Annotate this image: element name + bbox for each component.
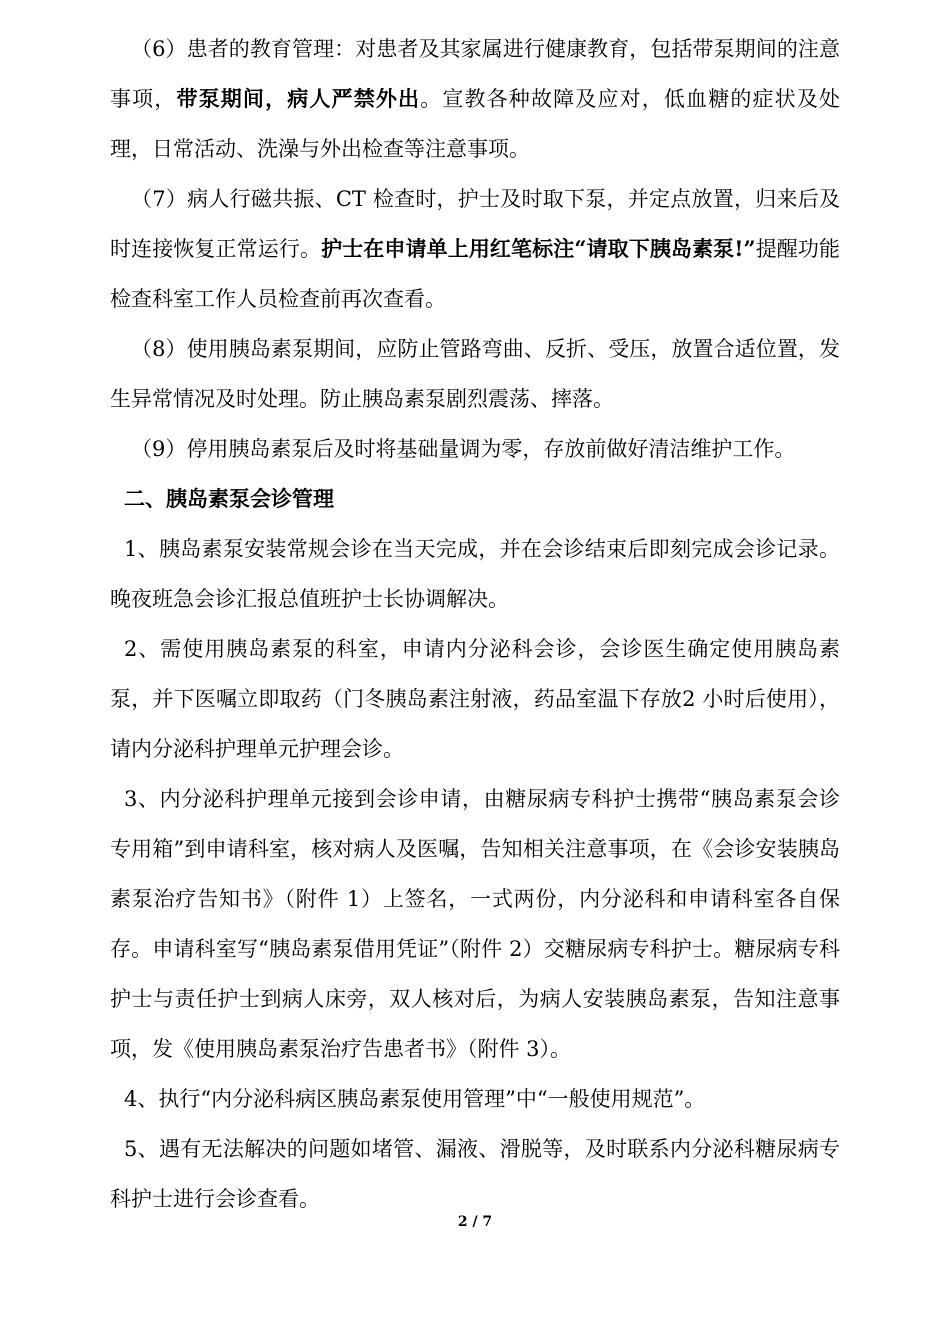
paragraph-text: 。宣教各种故障及应对，低血糖的症状及处理，日常活动、洗澡与外出检查等注意事项。: [110, 87, 840, 161]
paragraph-6: [110, 24, 840, 174]
list-item: 5、遇有无法解决的问题如堵管、漏液、滑脱等，及时联系内分泌科糖尿病专科护士进行会诊查看。: [110, 1137, 840, 1211]
paragraph-text: （6）患者的教育管理：对患者及其家属进行健康教育，包括带泵期间的注意事项，: [110, 37, 840, 111]
paragraph-8: （8）使用胰岛素泵期间，应防止管路弯曲、反折、受压，放置合适位置，发生异常情况及时处理。防止胰岛素泵剧烈震荡、摔落。: [110, 337, 840, 411]
list-item: 1、胰岛素泵安装常规会诊在当天完成，并在会诊结束后即刻完成会诊记录。晚夜班急会诊汇报总值班护士长协调解决。: [110, 537, 840, 611]
section-heading: 二、胰岛素泵会诊管理: [124, 486, 334, 511]
paragraph-9: （9）停用胰岛素泵后及时将基础量调为零，存放前做好清洁维护工作。: [131, 437, 796, 461]
list-item: 2、需使用胰岛素泵的科室，申请内分泌科会诊，会诊医生确定使用胰岛素泵，并下医嘱立即取药（门冬胰岛素注射液，药品室温下存放2 小时后使用），请内分泌科护理单元护理会诊。: [110, 637, 840, 761]
bold-emphasis: 带泵期间，病人严禁外出: [176, 86, 421, 111]
bold-emphasis: 护士在申请单上用红笔标注“请取下胰岛素泵!”: [321, 236, 756, 261]
paragraph-text: （7）病人行磁共振、CT 检查时，护士及时取下泵，并定点放置，归来后及时连接恢复正常运行。: [110, 187, 840, 261]
list-item: 3、内分泌科护理单元接到会诊申请，由糖尿病专科护士携带“胰岛素泵会诊专用箱”到申请科室，核对病人及医嘱，告知相关注意事项，在《会诊安装胰岛素泵治疗告知书》（附件 1）上签名，一式两份，内分泌科和申请科室各自保存。申请科室写“胰岛素泵借用凭证”（附件 2）交糖尿病专科护士。糖尿病专科护士与责任护士到病人床旁，双人核对后，为病人安装胰岛素泵，告知注意事项，发《使用胰岛素泵治疗告患者书》（附件 3）。: [110, 787, 840, 1061]
paragraph-text: 提醒功能检查科室工作人员检查前再次查看。: [110, 237, 841, 311]
page-number: 2 / 7: [457, 1214, 493, 1230]
list-item: 4、执行“内分泌科病区胰岛素泵使用管理”中“一般使用规范”。: [124, 1087, 706, 1111]
paragraph-7: [110, 174, 840, 324]
